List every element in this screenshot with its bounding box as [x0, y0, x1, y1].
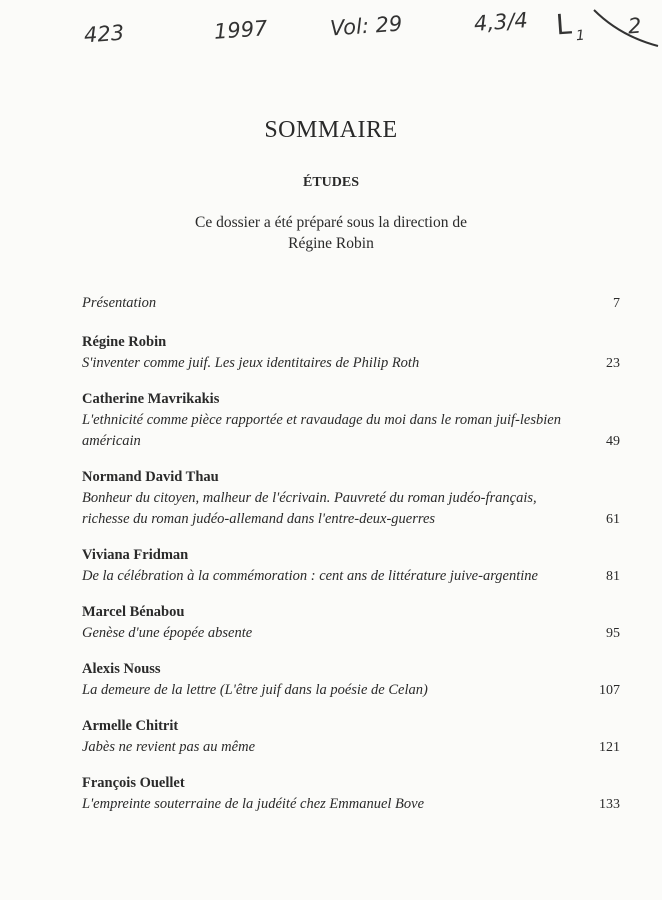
- page-number: 133: [599, 797, 620, 812]
- toc-presentation: [82, 293, 620, 314]
- entry-author: Régine Robin: [82, 334, 167, 350]
- handwritten-note-subscript: 1: [575, 27, 586, 45]
- handwritten-note-volume: Vol: 29: [329, 11, 404, 41]
- dossier-line-1: Ce dossier a été préparé sous la direction de: [194, 214, 467, 231]
- handwritten-stroke-path: [594, 10, 658, 46]
- handwritten-note-letter: L: [554, 7, 573, 42]
- entry-title: La demeure de la lettre (L'être juif dans la poésie de Celan): [82, 682, 428, 698]
- entry-author: Normand David Thau: [82, 469, 219, 485]
- page-number: 61: [606, 512, 620, 527]
- toc-entry: [82, 389, 620, 452]
- entry-title: Jabès ne revient pas au même: [82, 739, 256, 755]
- entry-author: Alexis Nouss: [82, 661, 161, 677]
- toc-entry: [82, 602, 620, 644]
- toc-entry: [82, 716, 620, 758]
- toc-entry: [82, 659, 620, 701]
- handwritten-note-issue: 4,3/4: [473, 8, 529, 36]
- toc-entry: [82, 467, 620, 530]
- handwritten-note-number: 423: [83, 20, 125, 48]
- entry-author: Catherine Mavrikakis: [82, 391, 220, 407]
- dossier-line-2: Régine Robin: [288, 235, 374, 252]
- entry-author: François Ouellet: [82, 775, 185, 791]
- entry-author: Marcel Bénabou: [82, 604, 185, 620]
- toc-entry: [82, 545, 620, 587]
- entry-author: Viviana Fridman: [82, 547, 189, 563]
- page-number: 7: [613, 296, 620, 311]
- presentation-label: Présentation: [82, 295, 157, 311]
- entry-title: L'ethnicité comme pièce rapportée et ravaudage du moi dans le roman juif-lesbien américain: [82, 412, 561, 449]
- dossier-credit: [0, 212, 662, 254]
- toc-entry: [82, 332, 620, 374]
- page-title: SOMMAIRE: [264, 117, 398, 143]
- page-number: 49: [606, 434, 620, 449]
- section-heading: ÉTUDES: [302, 175, 360, 190]
- entry-title: Genèse d'une épopée absente: [82, 625, 253, 641]
- page-number: 81: [606, 569, 620, 584]
- entry-title: S'inventer comme juif. Les jeux identitaires de Philip Roth: [82, 355, 420, 371]
- handwritten-note-count: 2: [627, 13, 643, 39]
- entry-title: L'empreinte souterraine de la judéité chez Emmanuel Bove: [82, 796, 425, 812]
- page-number: 107: [599, 683, 620, 698]
- page-number: 121: [599, 740, 620, 755]
- entry-title: De la célébration à la commémoration : cent ans de littérature juive-argentine: [82, 568, 538, 584]
- handwritten-stroke: [590, 6, 662, 52]
- toc-entry: [82, 773, 620, 815]
- table-of-contents: [82, 293, 620, 830]
- entry-title: Bonheur du citoyen, malheur de l'écrivain. Pauvreté du roman judéo-français, richesse du roman judéo-allemand dans l'entre-deux-guerres: [82, 490, 537, 527]
- entry-author: Armelle Chitrit: [82, 718, 179, 734]
- page-number: 95: [606, 626, 620, 641]
- page-number: 23: [606, 356, 620, 371]
- handwritten-note-year: 1997: [213, 16, 269, 44]
